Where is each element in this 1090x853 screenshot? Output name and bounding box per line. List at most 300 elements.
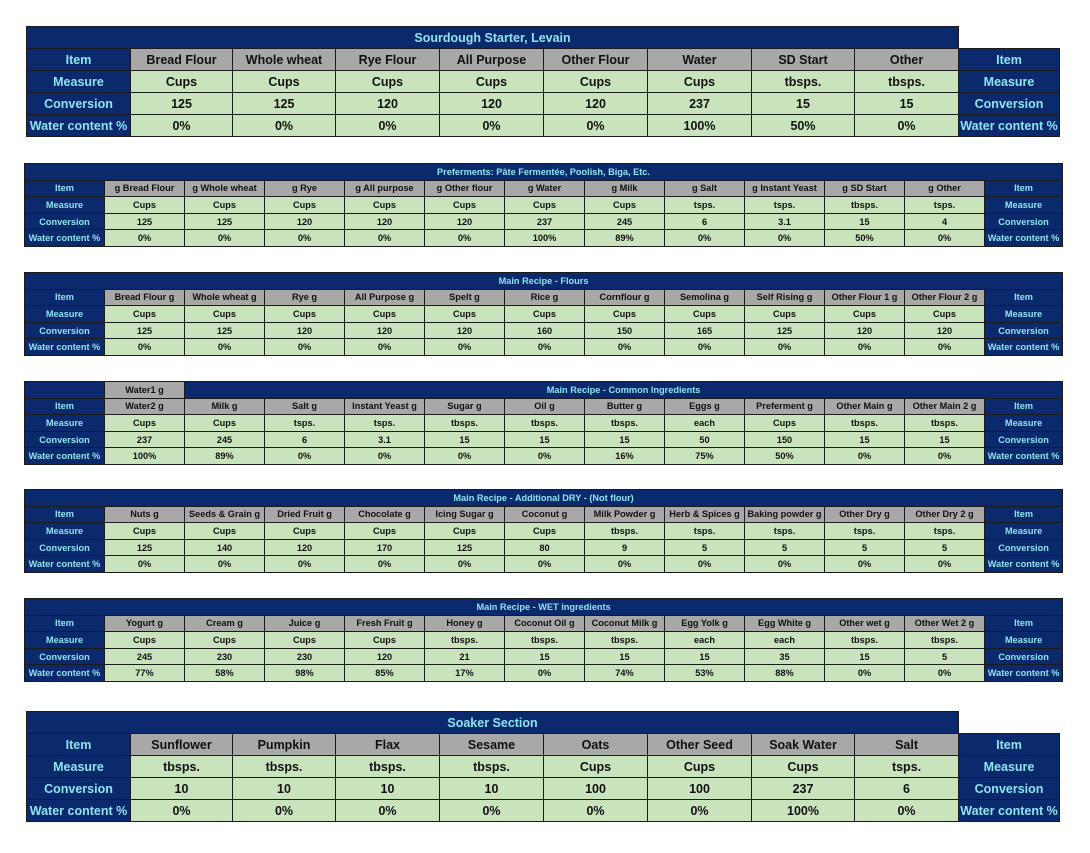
conversion-cell[interactable]: 15 [665, 648, 745, 665]
conversion-cell[interactable]: 3.1 [745, 213, 825, 230]
measure-cell[interactable]: Cups [648, 756, 752, 778]
water-cell[interactable]: 0% [855, 800, 959, 822]
row-label-measure: Measure [27, 71, 131, 93]
water-cell[interactable]: 0% [905, 339, 985, 356]
measure-cell[interactable]: Cups [745, 306, 825, 323]
conversion-cell[interactable]: 6 [665, 213, 745, 230]
column-header[interactable]: Other [855, 49, 959, 71]
measure-cell[interactable]: Cups [185, 306, 265, 323]
column-header[interactable]: Coconut g [505, 506, 585, 523]
row-label-conversion: Conversion [25, 539, 105, 556]
column-header[interactable]: Pumpkin [233, 734, 336, 756]
measure-cell[interactable]: each [745, 632, 825, 649]
water-cell[interactable]: 0% [544, 115, 648, 137]
water-cell[interactable]: 0% [336, 800, 440, 822]
water-cell[interactable]: 0% [265, 448, 345, 465]
row-label-right-item: Item [959, 49, 1060, 71]
measure-cell[interactable]: tsps. [345, 415, 425, 432]
column-header[interactable]: g Rye [265, 180, 345, 197]
conversion-cell[interactable]: 237 [648, 93, 752, 115]
water-cell[interactable]: 0% [131, 115, 233, 137]
measure-cell[interactable]: Cups [265, 632, 345, 649]
measure-cell[interactable]: tbsps. [905, 415, 985, 432]
column-header[interactable]: Icing Sugar g [425, 506, 505, 523]
water-cell[interactable]: 0% [425, 230, 505, 247]
conversion-cell[interactable]: 237 [105, 431, 185, 448]
water-cell[interactable]: 0% [855, 115, 959, 137]
water-cell[interactable]: 0% [345, 230, 425, 247]
conversion-cell[interactable]: 21 [425, 648, 505, 665]
water-cell[interactable]: 0% [233, 800, 336, 822]
measure-cell[interactable]: Cups [105, 415, 185, 432]
measure-cell[interactable]: tbsps. [425, 415, 505, 432]
column-header[interactable]: g Instant Yeast [745, 180, 825, 197]
measure-cell[interactable]: tbsps. [233, 756, 336, 778]
measure-cell[interactable]: Cups [345, 197, 425, 214]
measure-cell[interactable]: tbsps. [131, 756, 233, 778]
conversion-cell[interactable]: 15 [825, 648, 905, 665]
row-label-conversion: Conversion [25, 322, 105, 339]
column-header[interactable]: Salt g [265, 398, 345, 415]
measure-cell[interactable]: Cups [265, 523, 345, 540]
conversion-cell[interactable]: 125 [745, 322, 825, 339]
measure-cell[interactable]: Cups [544, 71, 648, 93]
conversion-cell[interactable]: 150 [585, 322, 665, 339]
column-header[interactable]: Rye g [265, 289, 345, 306]
column-header[interactable]: Rice g [505, 289, 585, 306]
column-header[interactable]: Other Dry g [825, 506, 905, 523]
column-header[interactable]: Coconut Oil g [505, 615, 585, 632]
column-header[interactable]: Sugar g [425, 398, 505, 415]
column-header[interactable]: g Whole wheat [185, 180, 265, 197]
column-header[interactable]: g Water [505, 180, 585, 197]
conversion-cell[interactable]: 125 [185, 213, 265, 230]
water-cell[interactable]: 0% [345, 448, 425, 465]
table-main-wet [24, 598, 1063, 682]
water-cell[interactable]: 0% [440, 800, 544, 822]
conversion-cell[interactable]: 165 [665, 322, 745, 339]
conversion-cell[interactable]: 5 [905, 648, 985, 665]
measure-cell[interactable]: Cups [265, 197, 345, 214]
column-header[interactable]: Herb & Spices g [665, 506, 745, 523]
conversion-cell[interactable]: 230 [265, 648, 345, 665]
water-cell[interactable]: 74% [585, 665, 665, 682]
conversion-cell[interactable]: 15 [585, 648, 665, 665]
measure-cell[interactable]: tsps. [665, 197, 745, 214]
measure-cell[interactable]: Cups [336, 71, 440, 93]
column-header[interactable]: Instant Yeast g [345, 398, 425, 415]
column-header[interactable]: Bread Flour [131, 49, 233, 71]
water-cell[interactable]: 0% [233, 115, 336, 137]
measure-cell[interactable]: tbsps. [825, 632, 905, 649]
measure-cell[interactable]: each [665, 632, 745, 649]
water-cell[interactable]: 85% [345, 665, 425, 682]
conversion-cell[interactable]: 5 [745, 539, 825, 556]
measure-cell[interactable]: Cups [752, 756, 855, 778]
measure-cell[interactable]: Cups [265, 306, 345, 323]
measure-cell[interactable]: Cups [745, 415, 825, 432]
column-header[interactable]: Semolina g [665, 289, 745, 306]
measure-cell[interactable]: Cups [185, 415, 265, 432]
conversion-cell[interactable]: 100 [544, 778, 648, 800]
water-cell[interactable]: 0% [665, 556, 745, 573]
conversion-cell[interactable]: 15 [855, 93, 959, 115]
measure-cell[interactable]: Cups [345, 306, 425, 323]
column-header[interactable]: Oats [544, 734, 648, 756]
water-cell[interactable]: 0% [825, 339, 905, 356]
column-header[interactable]: Butter g [585, 398, 665, 415]
water-cell[interactable]: 77% [105, 665, 185, 682]
conversion-cell[interactable]: 125 [425, 539, 505, 556]
measure-cell[interactable]: Cups [505, 523, 585, 540]
measure-cell[interactable]: tbsps. [825, 197, 905, 214]
column-header[interactable]: Milk Powder g [585, 506, 665, 523]
conversion-cell[interactable]: 15 [752, 93, 855, 115]
conversion-cell[interactable]: 120 [425, 322, 505, 339]
column-header[interactable]: Juice g [265, 615, 345, 632]
column-header[interactable]: Cornflour g [585, 289, 665, 306]
water-cell[interactable]: 0% [505, 339, 585, 356]
row-label-right-conversion: Conversion [985, 648, 1063, 665]
column-header[interactable]: Salt [855, 734, 959, 756]
conversion-cell[interactable]: 120 [265, 322, 345, 339]
conversion-cell[interactable]: 125 [105, 213, 185, 230]
water-cell[interactable]: 89% [185, 448, 265, 465]
column-header[interactable]: Dried Fruit g [265, 506, 345, 523]
column-header[interactable]: Other Flour 1 g [825, 289, 905, 306]
water-cell[interactable]: 0% [425, 339, 505, 356]
measure-cell[interactable]: tsps. [665, 523, 745, 540]
conversion-cell[interactable]: 120 [825, 322, 905, 339]
measure-cell[interactable]: Cups [425, 197, 505, 214]
water-cell[interactable]: 0% [745, 230, 825, 247]
column-header[interactable]: Cream g [185, 615, 265, 632]
measure-cell[interactable]: tbsps. [585, 523, 665, 540]
measure-cell[interactable]: Cups [544, 756, 648, 778]
conversion-cell[interactable]: 125 [105, 539, 185, 556]
water-cell[interactable]: 98% [265, 665, 345, 682]
column-header[interactable]: g Other [905, 180, 985, 197]
water-cell[interactable]: 0% [905, 556, 985, 573]
measure-cell[interactable]: each [665, 415, 745, 432]
water-cell[interactable]: 0% [905, 448, 985, 465]
conversion-cell[interactable]: 4 [905, 213, 985, 230]
measure-cell[interactable]: Cups [233, 71, 336, 93]
conversion-cell[interactable]: 35 [745, 648, 825, 665]
column-header[interactable]: Seeds & Grain g [185, 506, 265, 523]
measure-cell[interactable]: Cups [665, 306, 745, 323]
column-header[interactable]: Eggs g [665, 398, 745, 415]
column-header[interactable]: Rye Flour [336, 49, 440, 71]
column-header[interactable]: g All purpose [345, 180, 425, 197]
conversion-cell[interactable]: 3.1 [345, 431, 425, 448]
water-cell[interactable]: 0% [905, 665, 985, 682]
column-header[interactable]: g Other flour [425, 180, 505, 197]
conversion-cell[interactable]: 10 [440, 778, 544, 800]
column-header[interactable]: Self Rising g [745, 289, 825, 306]
water-cell[interactable]: 0% [185, 556, 265, 573]
column-header[interactable]: Water [648, 49, 752, 71]
column-header[interactable]: Nuts g [105, 506, 185, 523]
column-header[interactable]: All Purpose [440, 49, 544, 71]
water-cell[interactable]: 16% [585, 448, 665, 465]
column-header[interactable]: Sunflower [131, 734, 233, 756]
water-cell[interactable]: 0% [336, 115, 440, 137]
measure-cell[interactable]: tbsps. [855, 71, 959, 93]
measure-cell[interactable]: Cups [185, 197, 265, 214]
conversion-cell[interactable]: 50 [665, 431, 745, 448]
conversion-cell[interactable]: 120 [336, 93, 440, 115]
column-header[interactable]: Preferment g [745, 398, 825, 415]
measure-cell[interactable]: Cups [345, 632, 425, 649]
column-header[interactable]: Flax [336, 734, 440, 756]
measure-cell[interactable]: tsps. [265, 415, 345, 432]
water-cell[interactable]: 0% [505, 556, 585, 573]
water-cell[interactable]: 100% [505, 230, 585, 247]
measure-row [25, 632, 1063, 649]
conversion-cell[interactable]: 80 [505, 539, 585, 556]
measure-cell[interactable]: Cups [185, 523, 265, 540]
water-cell[interactable]: 0% [745, 556, 825, 573]
conversion-cell[interactable]: 237 [505, 213, 585, 230]
corner-header-cell[interactable]: Water1 g [105, 382, 185, 399]
water-cell[interactable]: 100% [752, 800, 855, 822]
measure-cell[interactable]: tsps. [825, 523, 905, 540]
conversion-cell[interactable]: 125 [105, 322, 185, 339]
water-cell[interactable]: 58% [185, 665, 265, 682]
water-cell[interactable]: 0% [665, 230, 745, 247]
conversion-cell[interactable]: 100 [648, 778, 752, 800]
measure-cell[interactable]: tsps. [855, 756, 959, 778]
conversion-cell[interactable]: 120 [905, 322, 985, 339]
measure-cell[interactable]: tbsps. [905, 632, 985, 649]
water-cell[interactable]: 0% [105, 339, 185, 356]
measure-cell[interactable]: tsps. [905, 523, 985, 540]
water-cell[interactable]: 89% [585, 230, 665, 247]
measure-cell[interactable]: Cups [185, 632, 265, 649]
water-cell[interactable]: 0% [131, 800, 233, 822]
water-cell[interactable]: 0% [825, 665, 905, 682]
column-header[interactable]: Whole wheat g [185, 289, 265, 306]
column-header[interactable]: g Bread Flour [105, 180, 185, 197]
conversion-cell[interactable]: 6 [855, 778, 959, 800]
column-header[interactable]: SD Start [752, 49, 855, 71]
conversion-cell[interactable]: 5 [825, 539, 905, 556]
conversion-cell[interactable]: 245 [185, 431, 265, 448]
column-header[interactable]: Egg Yolk g [665, 615, 745, 632]
conversion-cell[interactable]: 10 [131, 778, 233, 800]
measure-cell[interactable]: Cups [585, 306, 665, 323]
column-header[interactable]: Egg White g [745, 615, 825, 632]
conversion-cell[interactable]: 5 [905, 539, 985, 556]
measure-cell[interactable]: tbsps. [336, 756, 440, 778]
conversion-cell[interactable]: 120 [345, 213, 425, 230]
measure-cell[interactable]: tsps. [745, 197, 825, 214]
water-cell[interactable]: 0% [745, 339, 825, 356]
column-header[interactable]: Other Main g [825, 398, 905, 415]
conversion-cell[interactable]: 6 [265, 431, 345, 448]
column-header[interactable]: g Salt [665, 180, 745, 197]
measure-cell[interactable]: Cups [825, 306, 905, 323]
measure-cell[interactable]: tbsps. [440, 756, 544, 778]
conversion-cell[interactable]: 245 [105, 648, 185, 665]
water-cell[interactable]: 0% [648, 800, 752, 822]
conversion-cell[interactable]: 237 [752, 778, 855, 800]
conversion-cell[interactable]: 15 [505, 431, 585, 448]
water-cell[interactable]: 0% [505, 448, 585, 465]
row-label-water: Water content % [25, 230, 105, 247]
water-cell[interactable]: 50% [745, 448, 825, 465]
conversion-cell[interactable]: 140 [185, 539, 265, 556]
measure-cell[interactable]: Cups [345, 523, 425, 540]
header-row [25, 289, 1063, 306]
measure-cell[interactable]: Cups [105, 632, 185, 649]
conversion-cell[interactable]: 120 [544, 93, 648, 115]
water-cell[interactable]: 0% [665, 339, 745, 356]
water-cell[interactable]: 0% [265, 339, 345, 356]
water-cell[interactable]: 0% [345, 339, 425, 356]
water-cell[interactable]: 100% [648, 115, 752, 137]
water-cell[interactable]: 0% [425, 556, 505, 573]
measure-cell[interactable]: tbsps. [505, 415, 585, 432]
column-header[interactable]: Other wet g [825, 615, 905, 632]
conversion-cell[interactable]: 120 [265, 539, 345, 556]
measure-cell[interactable]: tbsps. [752, 71, 855, 93]
water-cell[interactable]: 0% [185, 339, 265, 356]
conversion-cell[interactable]: 15 [825, 431, 905, 448]
header-row [25, 180, 1063, 197]
column-header[interactable]: Other Seed [648, 734, 752, 756]
water-cell[interactable]: 50% [825, 230, 905, 247]
water-cell[interactable]: 0% [105, 230, 185, 247]
measure-cell[interactable]: Cups [905, 306, 985, 323]
water-cell[interactable]: 100% [105, 448, 185, 465]
water-cell[interactable]: 0% [905, 230, 985, 247]
conversion-cell[interactable]: 120 [425, 213, 505, 230]
measure-cell[interactable]: Cups [425, 523, 505, 540]
column-header[interactable]: Sesame [440, 734, 544, 756]
water-cell[interactable]: 0% [265, 230, 345, 247]
column-header[interactable]: Spelt g [425, 289, 505, 306]
water-cell[interactable]: 17% [425, 665, 505, 682]
conversion-cell[interactable]: 160 [505, 322, 585, 339]
column-header[interactable]: Water2 g [105, 398, 185, 415]
row-label-measure: Measure [25, 197, 105, 214]
measure-cell[interactable]: Cups [585, 197, 665, 214]
measure-cell[interactable]: Cups [505, 306, 585, 323]
conversion-cell[interactable]: 5 [665, 539, 745, 556]
conversion-cell[interactable]: 170 [345, 539, 425, 556]
measure-cell[interactable]: Cups [105, 306, 185, 323]
water-cell[interactable]: 0% [585, 556, 665, 573]
conversion-cell[interactable]: 15 [585, 431, 665, 448]
conversion-cell[interactable]: 10 [336, 778, 440, 800]
water-cell[interactable]: 0% [825, 556, 905, 573]
column-header[interactable]: g SD Start [825, 180, 905, 197]
column-header[interactable]: Soak Water [752, 734, 855, 756]
measure-cell[interactable]: Cups [425, 306, 505, 323]
column-header[interactable]: Other Main 2 g [905, 398, 985, 415]
row-label-right-conversion: Conversion [959, 778, 1060, 800]
column-header[interactable]: Baking powder g [745, 506, 825, 523]
conversion-cell[interactable]: 245 [585, 213, 665, 230]
conversion-cell[interactable]: 230 [185, 648, 265, 665]
measure-cell[interactable]: Cups [105, 197, 185, 214]
row-label-water: Water content % [25, 448, 105, 465]
water-cell[interactable]: 0% [825, 448, 905, 465]
water-cell[interactable]: 0% [440, 115, 544, 137]
water-cell[interactable]: 0% [185, 230, 265, 247]
column-header[interactable]: Bread Flour g [105, 289, 185, 306]
measure-cell[interactable]: Cups [131, 71, 233, 93]
conversion-cell[interactable]: 125 [185, 322, 265, 339]
measure-cell[interactable]: tbsps. [585, 415, 665, 432]
water-cell[interactable]: 88% [745, 665, 825, 682]
water-cell[interactable]: 0% [265, 556, 345, 573]
conversion-cell[interactable]: 15 [905, 431, 985, 448]
column-header[interactable]: Yogurt g [105, 615, 185, 632]
water-cell[interactable]: 53% [665, 665, 745, 682]
measure-cell[interactable]: Cups [648, 71, 752, 93]
column-header[interactable]: Milk g [185, 398, 265, 415]
measure-cell[interactable]: Cups [440, 71, 544, 93]
measure-cell[interactable]: tbsps. [585, 632, 665, 649]
column-header[interactable]: Fresh Fruit g [345, 615, 425, 632]
column-header[interactable]: Other Dry 2 g [905, 506, 985, 523]
row-label-measure: Measure [25, 306, 105, 323]
measure-cell[interactable]: tbsps. [425, 632, 505, 649]
column-header[interactable]: All Purpose g [345, 289, 425, 306]
water-cell[interactable]: 0% [585, 339, 665, 356]
column-header[interactable]: Other Flour 2 g [905, 289, 985, 306]
conversion-cell[interactable]: 120 [345, 648, 425, 665]
water-cell[interactable]: 75% [665, 448, 745, 465]
column-header[interactable]: Other Wet 2 g [905, 615, 985, 632]
water-cell[interactable]: 0% [505, 665, 585, 682]
measure-cell[interactable]: tsps. [905, 197, 985, 214]
column-header[interactable]: Other Flour [544, 49, 648, 71]
measure-cell[interactable]: tsps. [745, 523, 825, 540]
column-header[interactable]: Chocolate g [345, 506, 425, 523]
measure-cell[interactable]: Cups [105, 523, 185, 540]
conversion-cell[interactable]: 15 [825, 213, 905, 230]
water-cell[interactable]: 0% [105, 556, 185, 573]
conversion-cell[interactable]: 15 [425, 431, 505, 448]
water-cell[interactable]: 0% [345, 556, 425, 573]
column-header[interactable]: Oil g [505, 398, 585, 415]
water-cell[interactable]: 50% [752, 115, 855, 137]
column-header[interactable]: Honey g [425, 615, 505, 632]
row-label-measure: Measure [27, 756, 131, 778]
column-header[interactable]: Whole wheat [233, 49, 336, 71]
measure-cell[interactable]: tbsps. [825, 415, 905, 432]
column-header[interactable]: Coconut Milk g [585, 615, 665, 632]
water-cell[interactable]: 0% [425, 448, 505, 465]
conversion-cell[interactable]: 125 [131, 93, 233, 115]
conversion-cell[interactable]: 9 [585, 539, 665, 556]
conversion-cell[interactable]: 120 [265, 213, 345, 230]
column-header[interactable]: g Milk [585, 180, 665, 197]
water-cell[interactable]: 0% [544, 800, 648, 822]
conversion-cell[interactable]: 120 [345, 322, 425, 339]
measure-cell[interactable]: tbsps. [505, 632, 585, 649]
measure-cell[interactable]: Cups [505, 197, 585, 214]
conversion-cell[interactable]: 125 [233, 93, 336, 115]
conversion-cell[interactable]: 15 [505, 648, 585, 665]
conversion-cell[interactable]: 120 [440, 93, 544, 115]
conversion-cell[interactable]: 150 [745, 431, 825, 448]
conversion-cell[interactable]: 10 [233, 778, 336, 800]
